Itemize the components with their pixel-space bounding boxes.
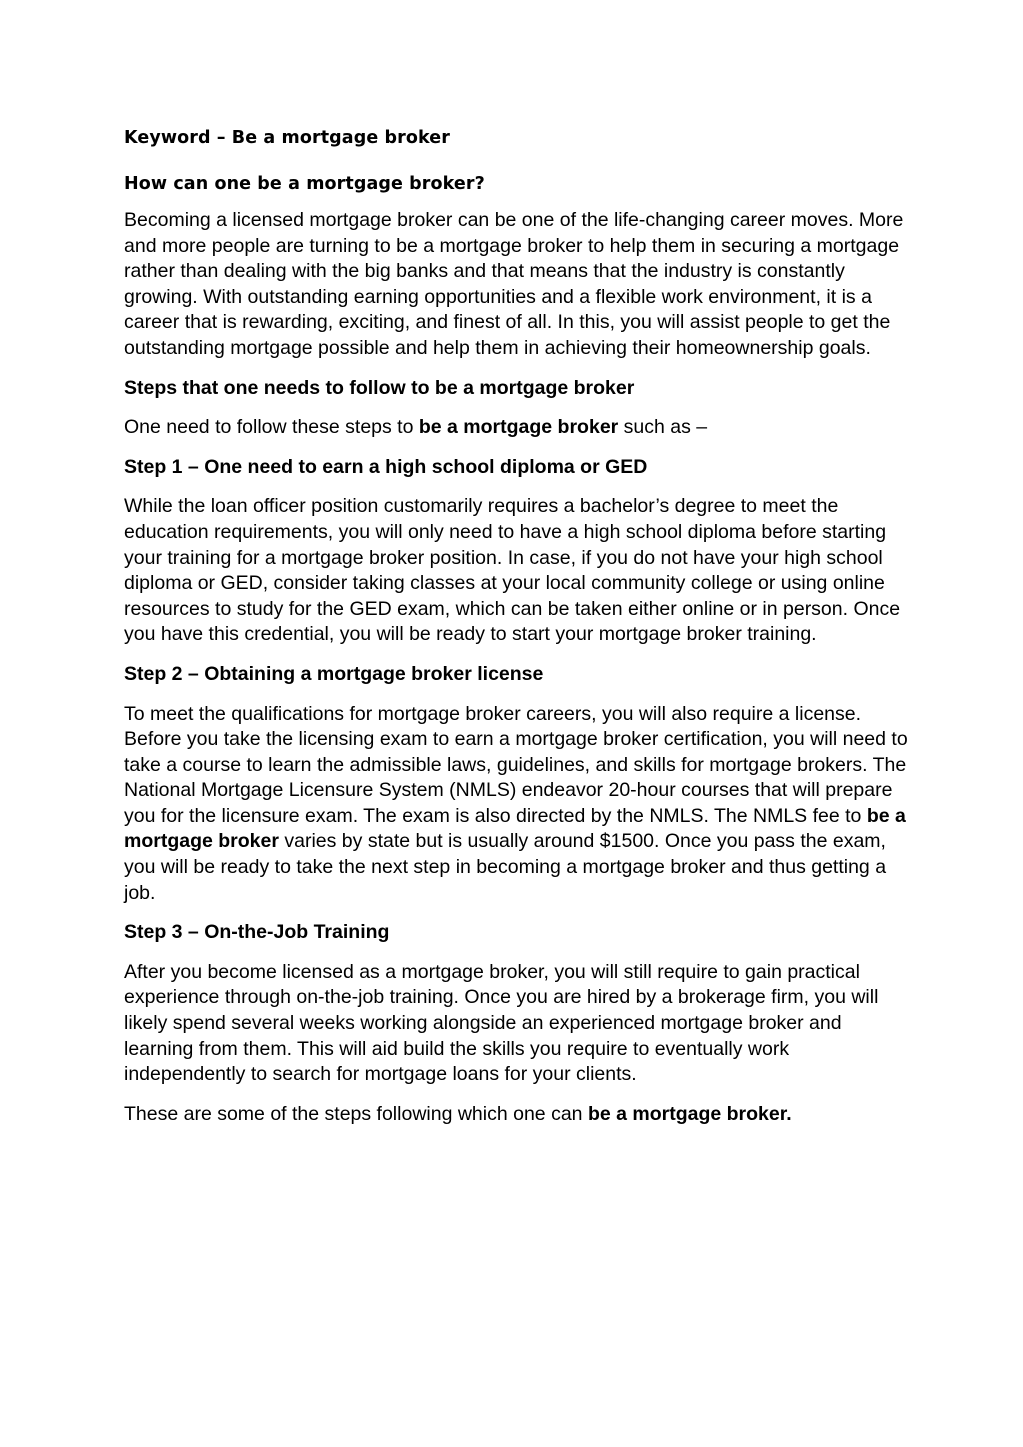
closing-text: These are some of the steps following which one can [124,1102,588,1125]
steps-intro-tail: such as – [618,416,708,439]
closing-paragraph [124,1102,914,1128]
step2-heading: Step 2 – Obtaining a mortgage broker license [124,662,544,685]
keyword-heading: Keyword – Be a mortgage broker [124,128,450,148]
step2-body-text: To meet the qualifications for mortgage broker careers, you will also require a license. Before you take the licensing exam to earn a mortgage broker certification, you will need to take a course to learn the admissible laws, guidelines, and skills for mortgage brokers. The National Mortgage Licensure System (NMLS) endeavor 20-hour courses that will prepare you for the licensure exam. The exam is also directed by the NMLS. The NMLS fee to [124,702,908,827]
step3-body: After you become licensed as a mortgage broker, you will still require to gain practical experience through on-the-job training. Once you are hired by a brokerage firm, you will likely spend several weeks working alongside an experienced mortgage broker and learning from them. This will aid build the skills you require to eventually work independently to search for mortgage loans for your clients. [124,960,879,1086]
question-heading: How can one be a mortgage broker? [124,174,485,194]
document-page [124,124,914,1141]
steps-intro-bold: be a mortgage broker [418,416,619,439]
step2-body-bold: be a mortgage broker [124,804,906,853]
step2-body-tail: varies by state but is usually around $1500. Once you pass the exam, you will be ready to take the next step in becoming a mortgage broker and thus getting a job. [124,830,887,904]
step1-body: While the loan officer position customarily requires a bachelor’s degree to meet the education requirements, you will only need to have a high school diploma before starting your training for a mortgage broker position. In case, if you do not have your high school diploma or GED, consider taking classes at your local community college or using online resources to study for the GED exam, which can be taken either online or in person. Once you have this credential, you will be ready to start your mortgage broker training. [124,495,901,646]
steps-intro-text: One need to follow these steps to [124,416,419,439]
intro-paragraph: Becoming a licensed mortgage broker can be one of the life-changing career moves. More and more people are turning to be a mortgage broker to help them in securing a mortgage rather than dealing with the big banks and that means that the industry is constantly growing. With outstanding earning opportunities and a flexible work environment, it is a career that is rewarding, exciting, and finest of all. In this, you will assist people to get the outstanding mortgage possible and help them in achieving their homeownership goals. [124,209,904,359]
step3-heading: Step 3 – On-the-Job Training [124,921,390,944]
step2-body [124,702,914,907]
step1-heading: Step 1 – One need to earn a high school diploma or GED [124,455,648,478]
steps-heading: Steps that one needs to follow to be a mortgage broker [124,376,635,399]
closing-bold: be a mortgage broker. [587,1102,792,1125]
steps-intro-paragraph [124,415,914,441]
